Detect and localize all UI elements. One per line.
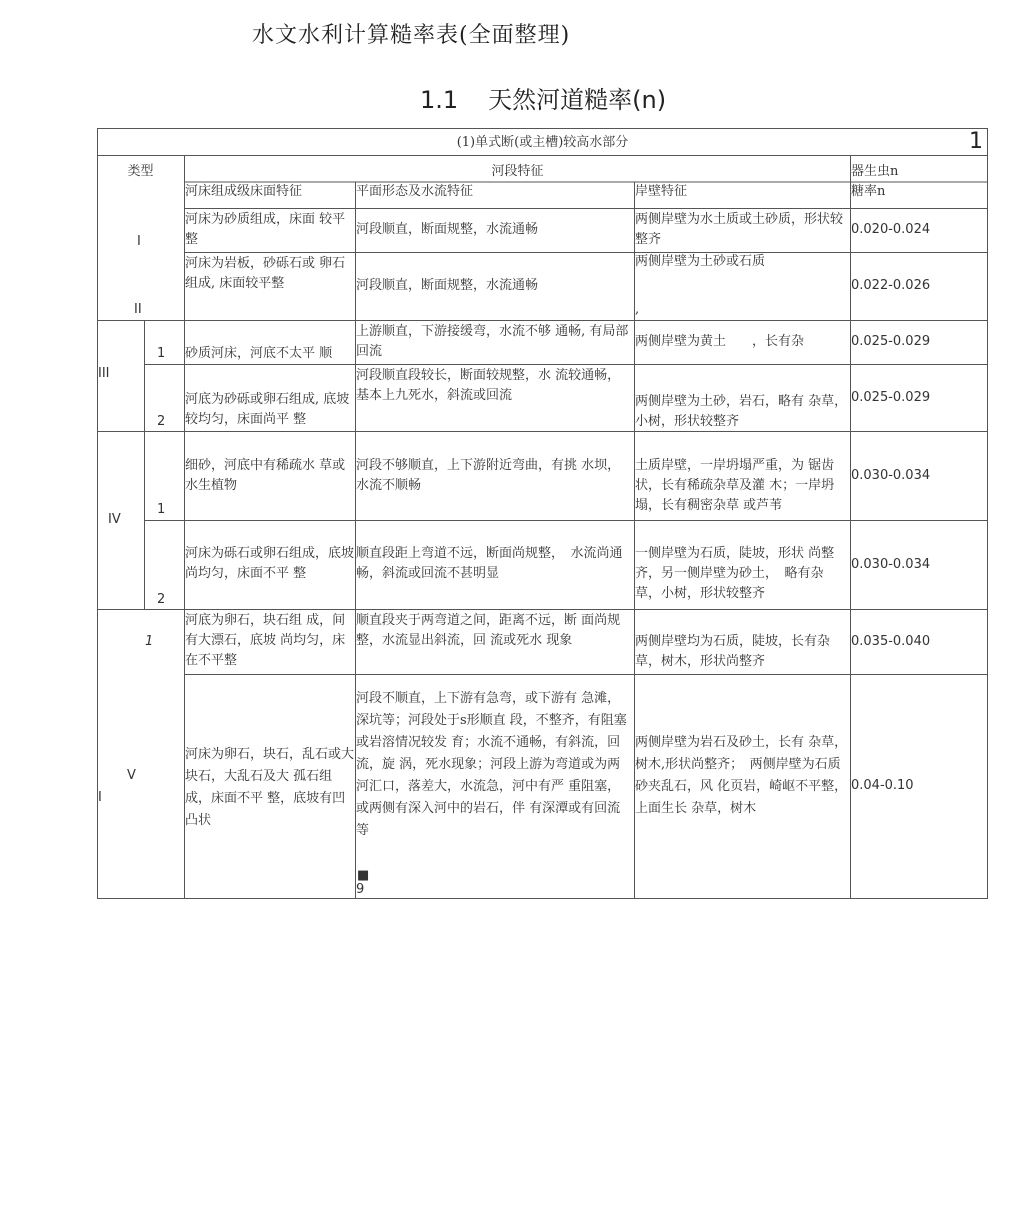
row-v-2-plan-mark: ■: [357, 868, 370, 883]
row-iv-1-plan: 河段不够顺直，上下游附近弯曲，有挑 水坝，水流不顺畅: [356, 458, 621, 493]
header-bank: 岸壁特征: [635, 184, 688, 199]
row-ii-bank: 两侧岸壁为土砂或石质: [635, 254, 766, 269]
row-ii-bank-mark: ,: [635, 302, 640, 317]
row-ii-bed: 河床为岩板，砂砾石或 卵石组成, 床面较平整: [185, 256, 346, 291]
row-iii-2-n: 0.025-0.029: [851, 390, 931, 405]
row-iv-sub-1: 1: [157, 502, 166, 517]
row-i-n: 0.020-0.024: [851, 222, 931, 237]
row-iv-2-bank: 一侧岸壁为石质，陡坡，形状 尚整齐，另一侧岸壁为砂土， 略有杂草，小树，形状较整齐: [635, 546, 835, 601]
row-iv-1-bed: 细砂，河底中有稀疏水 草或水生植物: [185, 458, 346, 493]
row-iii-sub-1: 1: [157, 346, 166, 361]
row-i-bank: 两侧岸壁为水土质或土砂质，形状较整齐: [635, 212, 844, 247]
corner-number: 1: [969, 129, 983, 154]
row-type-v: V: [127, 768, 136, 783]
row-iv-1-n: 0.030-0.034: [851, 468, 931, 483]
row-v-1-bank: 两侧岸壁均为石质，陡坡，长有杂草，树木，形状尚整齐: [635, 634, 831, 669]
roughness-table: [97, 128, 988, 899]
row-v-1-plan: 顺直段夹于两弯道之间，距离不远，断 面尚规整，水流显出斜流，回 流或死水 现象: [356, 613, 621, 648]
header-bed: 河床组成级床面特征: [185, 184, 303, 199]
document-title: 水文水利计算糙率表(全面整理): [252, 23, 571, 48]
row-v-2-plan-mark2: 9: [356, 882, 365, 897]
row-iv-2-plan: 顺直段距上弯道不远，断面尚规整， 水流尚通畅，斜流或回流不甚明显: [356, 546, 623, 581]
row-type-iii: III: [98, 366, 110, 381]
row-i-bed: 河床为砂质组成，床面 较平整: [185, 212, 346, 247]
row-v-2-bank: 两侧岸壁为岩石及砂土，长有 杂草，树木,形状尚整齐； 两侧岸壁为石质砂夹乱石，风 化页岩，崎岖不平整，上面生长 杂草，树木: [635, 735, 848, 816]
row-iv-2-bed: 河床为砾石或卵石组成，底坡尚均匀，床面不平 整: [185, 546, 355, 581]
row-iii-2-bed: 河底为砂砾或卵石组成, 底坡较均匀，床面尚平 整: [185, 392, 350, 427]
header-n-line2: 糖率n: [851, 184, 886, 199]
row-ii-n: 0.022-0.026: [851, 278, 931, 293]
row-iii-1-bed: 砂质河床，河底不太平 顺: [185, 346, 333, 361]
row-type-iv: IV: [108, 512, 121, 527]
row-v-2-n: 0.04-0.10: [851, 778, 914, 793]
row-iv-sub-2: 2: [157, 592, 166, 607]
header-n-line1: 器生虫n: [851, 164, 899, 179]
row-v-2-bed: 河床为卵石，块石，乱石或大块石，大乱石及大 孤石组成，床面不平 整，底坡有凹凸状: [185, 747, 355, 828]
row-iv-2-n: 0.030-0.034: [851, 557, 931, 572]
section-heading: [420, 80, 666, 115]
row-type-v-extra: I: [98, 790, 102, 805]
row-iii-2-bank: 两侧岸壁为土砂，岩石，略有 杂草，小树，形状较整齐: [635, 394, 848, 429]
row-iii-1-n: 0.025-0.029: [851, 334, 931, 349]
table-caption: (1)单式断(或主槽)较高水部分: [456, 135, 629, 150]
row-iii-1-plan: 上游顺直，下游接缓弯，水流不够 通畅, 有局部回流: [356, 324, 629, 359]
section-number: 1.1: [420, 86, 459, 114]
row-v-sub-1: 1: [145, 634, 154, 649]
header-type: 类型: [127, 164, 154, 179]
section-title: 天然河道糙率(n): [488, 86, 667, 114]
row-i-plan: 河段顺直，断面规整，水流通畅: [356, 222, 539, 237]
row-iii-2-plan: 河段顺直段较长，断面较规整，水 流较通畅，基本上九死水，斜流或回流: [356, 368, 621, 403]
row-v-1-n: 0.035-0.040: [851, 634, 931, 649]
row-v-1-bed: 河底为卵石，块石组 成，间有大漂石，底坡 尚均匀，床在不平整: [185, 613, 346, 668]
row-ii-plan: 河段顺直，断面规整，水流通畅: [356, 278, 539, 293]
header-plan: 平面形态及水流特征: [356, 184, 474, 199]
row-type-i: I: [137, 234, 141, 249]
row-iv-1-bank: 土质岸壁，一岸坍塌严重，为 锯齿状，长有稀疏杂草及灌 木；一岸坍塌，长有稠密杂草 或芦苇: [635, 458, 835, 513]
row-v-2-plan: 河段不顺直，上下游有急弯，或下游有 急滩，深坑等；河段处于s形顺直 段，不整齐，有阻塞或岩溶情况较发 育；水流不通畅，有斜流，回 流，旋 涡，死水现象；河段上游为弯道或为两 河汇口，落差大，水流急，河中有严 重阻塞，或两侧有深入河中的岩石，伴 有深潭或有回流等: [356, 691, 627, 838]
header-reach-features: 河段特征: [491, 164, 544, 179]
row-iii-sub-2: 2: [157, 414, 166, 429]
row-iii-1-bank: 两侧岸壁为黄土 ，长有杂: [635, 334, 805, 349]
row-type-ii: II: [134, 302, 142, 317]
